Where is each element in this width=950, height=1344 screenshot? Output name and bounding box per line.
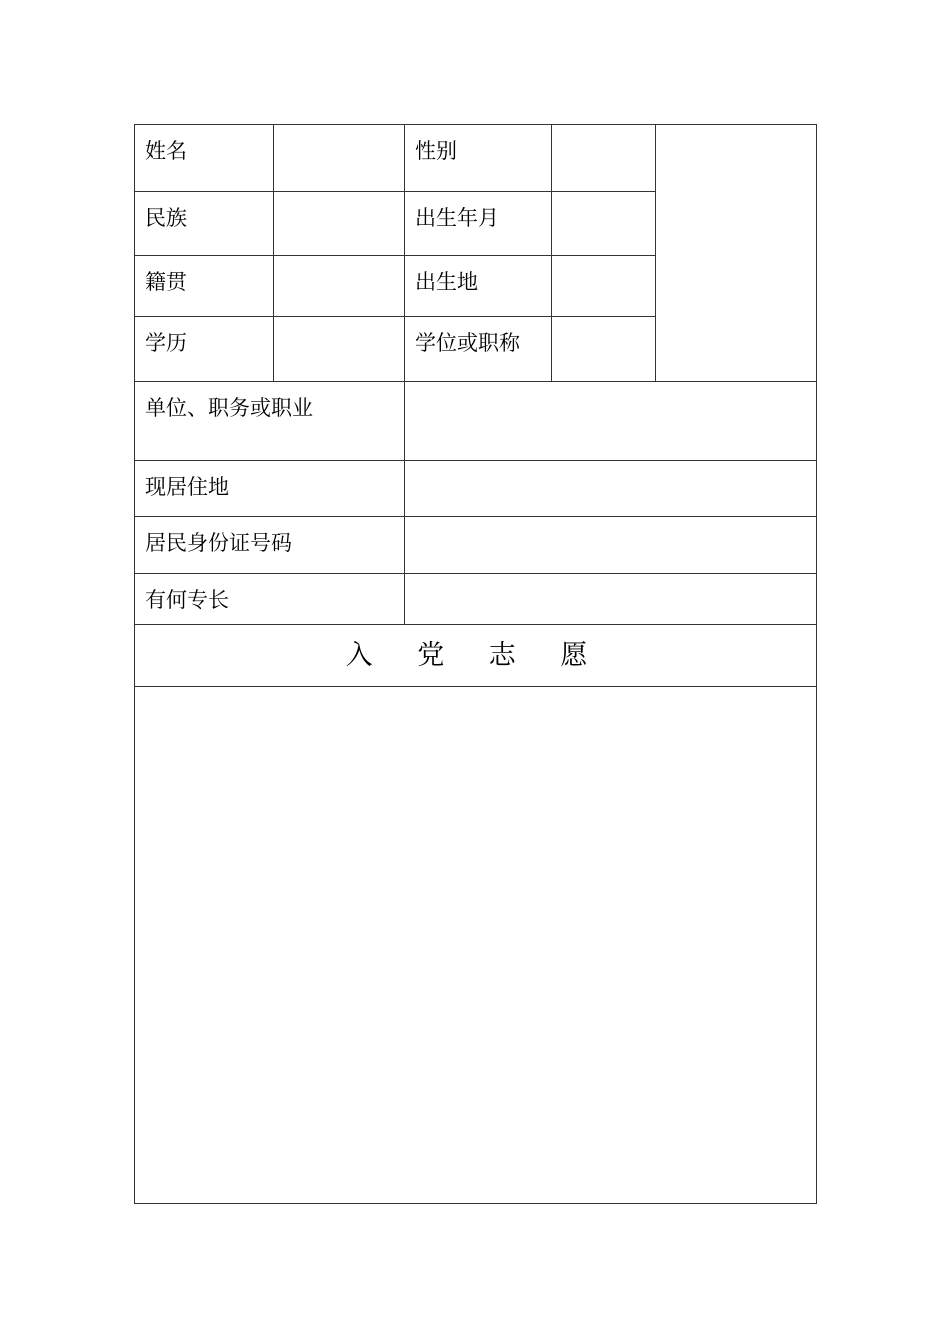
ethnicity-label: 民族	[135, 192, 274, 256]
name-field[interactable]	[274, 125, 405, 192]
form-row-section-heading	[135, 625, 817, 687]
form-row-specialty	[135, 574, 817, 625]
id-number-label: 居民身份证号码	[135, 517, 405, 574]
section-heading: 入 党 志 愿	[135, 625, 817, 687]
gender-field[interactable]	[552, 125, 656, 192]
name-label: 姓名	[135, 125, 274, 192]
native-place-label: 籍贯	[135, 256, 274, 317]
employer-position-label: 单位、职务或职业	[135, 382, 405, 461]
specialty-label: 有何专长	[135, 574, 405, 625]
birthplace-label: 出生地	[405, 256, 552, 317]
birthplace-field[interactable]	[552, 256, 656, 317]
education-label: 学历	[135, 317, 274, 382]
residence-label: 现居住地	[135, 461, 405, 517]
gender-label: 性别	[405, 125, 552, 192]
education-field[interactable]	[274, 317, 405, 382]
residence-field[interactable]	[405, 461, 817, 517]
application-form-table	[134, 124, 817, 1204]
degree-title-label: 学位或职称	[405, 317, 552, 382]
degree-title-field[interactable]	[552, 317, 656, 382]
birth-date-field[interactable]	[552, 192, 656, 256]
specialty-field[interactable]	[405, 574, 817, 625]
form-row-residence	[135, 461, 817, 517]
photo-box	[656, 125, 817, 382]
native-place-field[interactable]	[274, 256, 405, 317]
birth-date-label: 出生年月	[405, 192, 552, 256]
form-row-statement	[135, 687, 817, 1204]
form-row-employer	[135, 382, 817, 461]
application-statement-area[interactable]	[135, 687, 817, 1204]
form-row-id-number	[135, 517, 817, 574]
ethnicity-field[interactable]	[274, 192, 405, 256]
form-row-name	[135, 125, 817, 192]
employer-position-field[interactable]	[405, 382, 817, 461]
id-number-field[interactable]	[405, 517, 817, 574]
